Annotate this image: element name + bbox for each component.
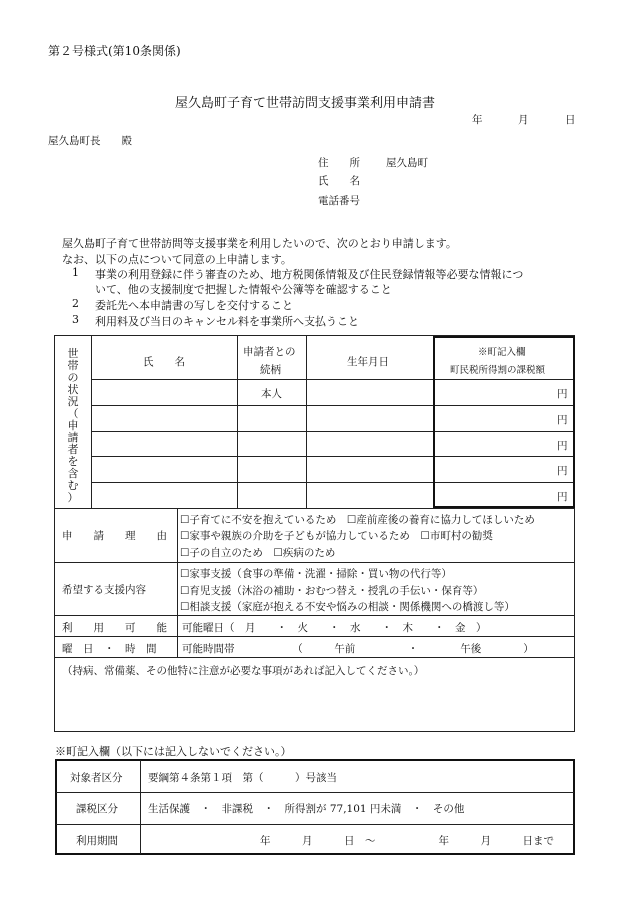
available-times[interactable]: 可能時間帯 （ 午前 ・ 午後 ） [182, 643, 534, 655]
reason-option[interactable]: ☐家事や親族の介助を子どもが協力しているため ☐市町村の勧奨 [180, 530, 493, 542]
available-days[interactable]: 可能曜日（ 月 ・ 火 ・ 水 ・ 木 ・ 金 ） [182, 622, 487, 634]
date-year[interactable]: 年 [472, 114, 483, 126]
intro-item-num: 3 [72, 313, 79, 326]
phone-label: 電話番号 [318, 195, 360, 207]
yen-unit: 円 [557, 491, 568, 503]
form-number: 第２号様式(第10条関係) [48, 44, 181, 58]
col-header-tax: 町民税所得割の課税額 [450, 365, 546, 376]
yen-unit: 円 [557, 414, 568, 426]
col-header-town: ※町記入欄 [478, 347, 526, 358]
divider [177, 508, 178, 657]
col-header-relation-2: 続柄 [260, 364, 281, 376]
office-row-value: 生活保護 ・ 非課税 ・ 所得割が 77,101 円未満 ・ その他 [148, 803, 465, 815]
page-title: 屋久島町子育て世帯訪問支援事業利用申請書 [175, 96, 436, 111]
intro-line-1: 屋久島町子育て世帯訪問等支援事業を利用したいので、次のとおり申請します。 [62, 237, 457, 250]
divider [140, 760, 141, 854]
office-row-label: 課税区分 [76, 803, 118, 815]
household-side-label: 世 帯 の 状 況 （ 申 請 者 を 含 む ） [67, 347, 79, 504]
col-header-birth: 生年月日 [347, 356, 389, 368]
support-option[interactable]: ☐育児支援（沐浴の補助・おむつ替え・授乳の手伝い・保育等） [180, 585, 484, 597]
intro-item-text: いて、他の支援制度で把握した情報や公簿等を確認すること [95, 283, 392, 296]
office-row-label: 利用期間 [76, 835, 118, 847]
reason-label: 申 請 理 由 [62, 530, 167, 542]
reason-option[interactable]: ☐子の自立のため ☐疾病のため [180, 547, 336, 559]
yen-unit: 円 [557, 440, 568, 452]
col-header-relation: 申請者との [243, 346, 296, 358]
yen-unit: 円 [557, 465, 568, 477]
divider [54, 657, 575, 658]
availability-label: 利 用 可 能 [62, 622, 167, 634]
divider [56, 792, 574, 793]
address-label: 住 所 [318, 157, 360, 169]
availability-label-2: 曜 日 ・ 時 間 [62, 643, 157, 655]
intro-line-2: なお、以下の点について同意の上申請します。 [62, 253, 292, 266]
divider [54, 636, 575, 637]
office-row-value: 要綱第４条第１項 第（ ）号該当 [148, 772, 337, 784]
divider [54, 615, 575, 616]
support-option[interactable]: ☐相談支援（家庭が抱える不安や悩みの相談・関係機関への橋渡し等） [180, 601, 515, 613]
reason-option[interactable]: ☐子育てに不安を抱えているため ☐産前産後の養育に協力してほしいため [180, 514, 535, 526]
office-row-label: 対象者区分 [70, 772, 123, 784]
divider [56, 824, 574, 825]
divider [54, 508, 575, 509]
intro-item-num: 2 [72, 297, 79, 310]
col-header-name: 氏 名 [143, 356, 185, 368]
support-label: 希望する支援内容 [62, 584, 146, 596]
office-heading: ※町記入欄（以下には記入しないでください。） [55, 745, 292, 758]
intro-item-num: 1 [72, 266, 79, 279]
office-row-value: 年 月 日 ～ 年 月 日まで [260, 835, 554, 847]
yen-unit: 円 [557, 388, 568, 400]
support-option[interactable]: ☐家事支援（食事の準備・洗濯・掃除・買い物の代行等） [180, 568, 452, 580]
name-label: 氏 名 [318, 175, 360, 187]
intro-item-text: 事業の利用登録に伴う審査のため、地方税関係情報及び住民登録情報等必要な情報につ [95, 268, 524, 281]
addressee: 屋久島町長 殿 [48, 135, 132, 147]
intro-item-text: 委託先へ本申請書の写しを交付すること [95, 299, 293, 312]
date-month[interactable]: 月 [518, 114, 529, 126]
intro-item-text: 利用料及び当日のキャンセル料を事業所へ支払うこと [95, 315, 359, 328]
divider [54, 562, 575, 563]
relation-cell[interactable]: 本人 [261, 388, 282, 400]
notes-prompt[interactable]: （持病、常備薬、その他特に注意が必要な事項があれば記入してください。） [62, 665, 425, 677]
address-value[interactable]: 屋久島町 [386, 157, 428, 169]
date-day[interactable]: 日 [565, 114, 576, 126]
